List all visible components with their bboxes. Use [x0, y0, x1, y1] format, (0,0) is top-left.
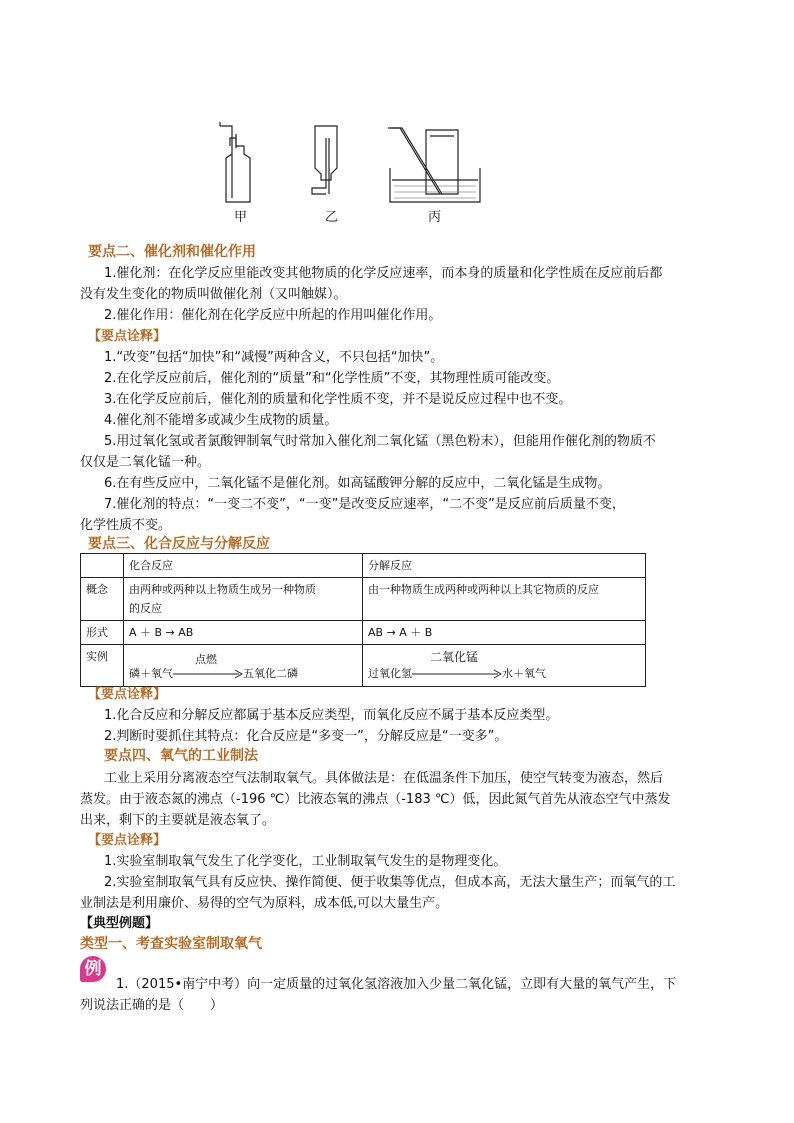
sec2-note-heading: 【要点诠释】	[88, 329, 167, 344]
concept-combination-line1: 由两种或两种以上物质生成另一种物质	[129, 583, 316, 596]
sec2-note-2: 2.在化学反应前后，催化剂的“质量”和“化学性质”不变，其物理性质可能改变。	[104, 371, 560, 386]
sec4-note-2-line2: 业制法是利用廉价、易得的空气为原料，成本低,可以大量生产。	[80, 896, 449, 911]
sec2-note-4: 4.催化剂不能增多或减少生成物的质量。	[104, 413, 338, 428]
sec4-p-line2: 蒸发。由于液态氮的沸点（-196 ℃）比液态氧的沸点（-183 ℃）低，因此氮气首先从液态空气中蒸发	[80, 792, 671, 807]
figure-label-bing: 丙	[428, 210, 442, 225]
sec4-note-1: 1.实验室制取氧气发生了化学变化，工业制取氧气发生的是物理变化。	[104, 854, 507, 869]
table-row-example	[81, 645, 646, 687]
question1-line1: 1.（2015•南宁中考）向一定质量的过氧化氢溶液加入少量二氧化锰，立即有大量的氧气产生，下	[116, 977, 677, 992]
form-combination: A ＋ B → AB	[124, 621, 363, 645]
example-decomposition	[363, 645, 646, 687]
examples-heading: 【典型例题】	[80, 916, 159, 931]
sec2-note-6: 6.在有些反应中，二氧化锰不是催化剂。如高锰酸钾分解的反应中，二氧化锰是生成物。	[104, 476, 611, 491]
condition-catalyst: 二氧化锰	[430, 650, 479, 664]
sec2-note-1: 1.“改变”包括“加快”和“减慢”两种含义，不只包括“加快”。	[104, 350, 444, 365]
condition-ignite: 点燃	[195, 653, 217, 666]
catalyst-arrow	[412, 650, 502, 683]
apparatus-figure	[200, 118, 500, 226]
sec4-p-line3: 出来，剩下的主要就是液态氧了。	[80, 813, 276, 828]
figure-label-yi: 乙	[325, 210, 339, 225]
sec3-note-2: 2.判断时要抓住其特点：化合反应是“多变一”，分解反应是“一变多”。	[104, 729, 508, 744]
section4-heading: 要点四、氧气的工业制法	[104, 748, 258, 764]
table-row-concept	[81, 578, 646, 621]
reaction-table	[80, 553, 646, 687]
section2-heading: 要点二、催化剂和催化作用	[88, 244, 256, 260]
sec2-p1-line1: 1.催化剂：在化学反应里能改变其他物质的化学反应速率，而本身的质量和化学性质在反应前后都	[104, 266, 663, 281]
example-decomposition-products: 水＋氧气	[502, 667, 546, 680]
sec2-note-5-line2: 仅仅是二氧化锰一种。	[80, 455, 211, 470]
header-decomposition: 分解反应	[363, 554, 646, 578]
example-badge-icon: 例	[80, 956, 106, 982]
question1-line2: 列说法正确的是（ ）	[80, 998, 224, 1013]
header-combination: 化合反应	[124, 554, 363, 578]
section3-heading: 要点三、化合反应与分解反应	[88, 536, 270, 552]
sec3-note-1: 1.化合反应和分解反应都属于基本反应类型，而氧化反应不属于基本反应类型。	[104, 708, 559, 723]
example-combination-reactants: 磷＋氧气	[129, 667, 173, 680]
sec2-note-7-line1: 7.催化剂的特点：“一变二不变”，“一变”是改变反应速率，“二不变”是反应前后质量不变，	[104, 497, 625, 512]
sec2-note-5-line1: 5.用过氧化氢或者氯酸钾制氧气时常加入催化剂二氧化锰（黑色粉末），但能用作催化剂的物质不	[104, 434, 656, 449]
arrow-icon	[173, 669, 243, 679]
row-label-form: 形式	[81, 621, 124, 645]
concept-combination-line2: 的反应	[129, 602, 162, 615]
sec2-p1-line2: 没有发生变化的物质叫做催化剂（又叫触媒）。	[80, 287, 347, 302]
row-label-concept: 概念	[81, 578, 124, 621]
arrow-icon	[412, 669, 502, 679]
type1-heading: 类型一、考查实验室制取氧气	[80, 936, 262, 952]
concept-decomposition: 由一种物质生成两种或两种以上其它物质的反应	[363, 578, 646, 621]
sec4-p-line1: 工业上采用分离液态空气法制取氧气。具体做法是：在低温条件下加压，使空气转变为液态，然后	[104, 771, 664, 786]
table-header-row	[81, 554, 646, 578]
table-corner	[81, 554, 124, 578]
sec4-note-2-line1: 2.实验室制取氧气具有反应快、操作简便、便于收集等优点，但成本高，无法大量生产；而氧气的工	[104, 875, 676, 890]
concept-combination	[124, 578, 363, 621]
apparatus-illustration	[200, 118, 500, 208]
example-combination-product: 五氧化二磷	[243, 667, 298, 680]
condition-arrow	[173, 653, 243, 683]
row-label-example: 实例	[81, 645, 124, 687]
sec3-note-heading: 【要点诠释】	[88, 687, 167, 702]
form-decomposition: AB → A ＋ B	[363, 621, 646, 645]
sec2-note-7-line2: 化学性质不变。	[80, 518, 172, 533]
example-decomposition-reactant: 过氧化氢	[368, 667, 412, 680]
example-combination	[124, 645, 363, 687]
sec2-p2: 2.催化作用：催化剂在化学反应中所起的作用叫催化作用。	[104, 308, 442, 323]
sec2-note-3: 3.在化学反应前后，催化剂的质量和化学性质不变，并不是说反应过程中也不变。	[104, 392, 572, 407]
figure-label-jia: 甲	[234, 210, 248, 225]
sec4-note-heading: 【要点诠释】	[88, 833, 167, 848]
table-row-form	[81, 621, 646, 645]
